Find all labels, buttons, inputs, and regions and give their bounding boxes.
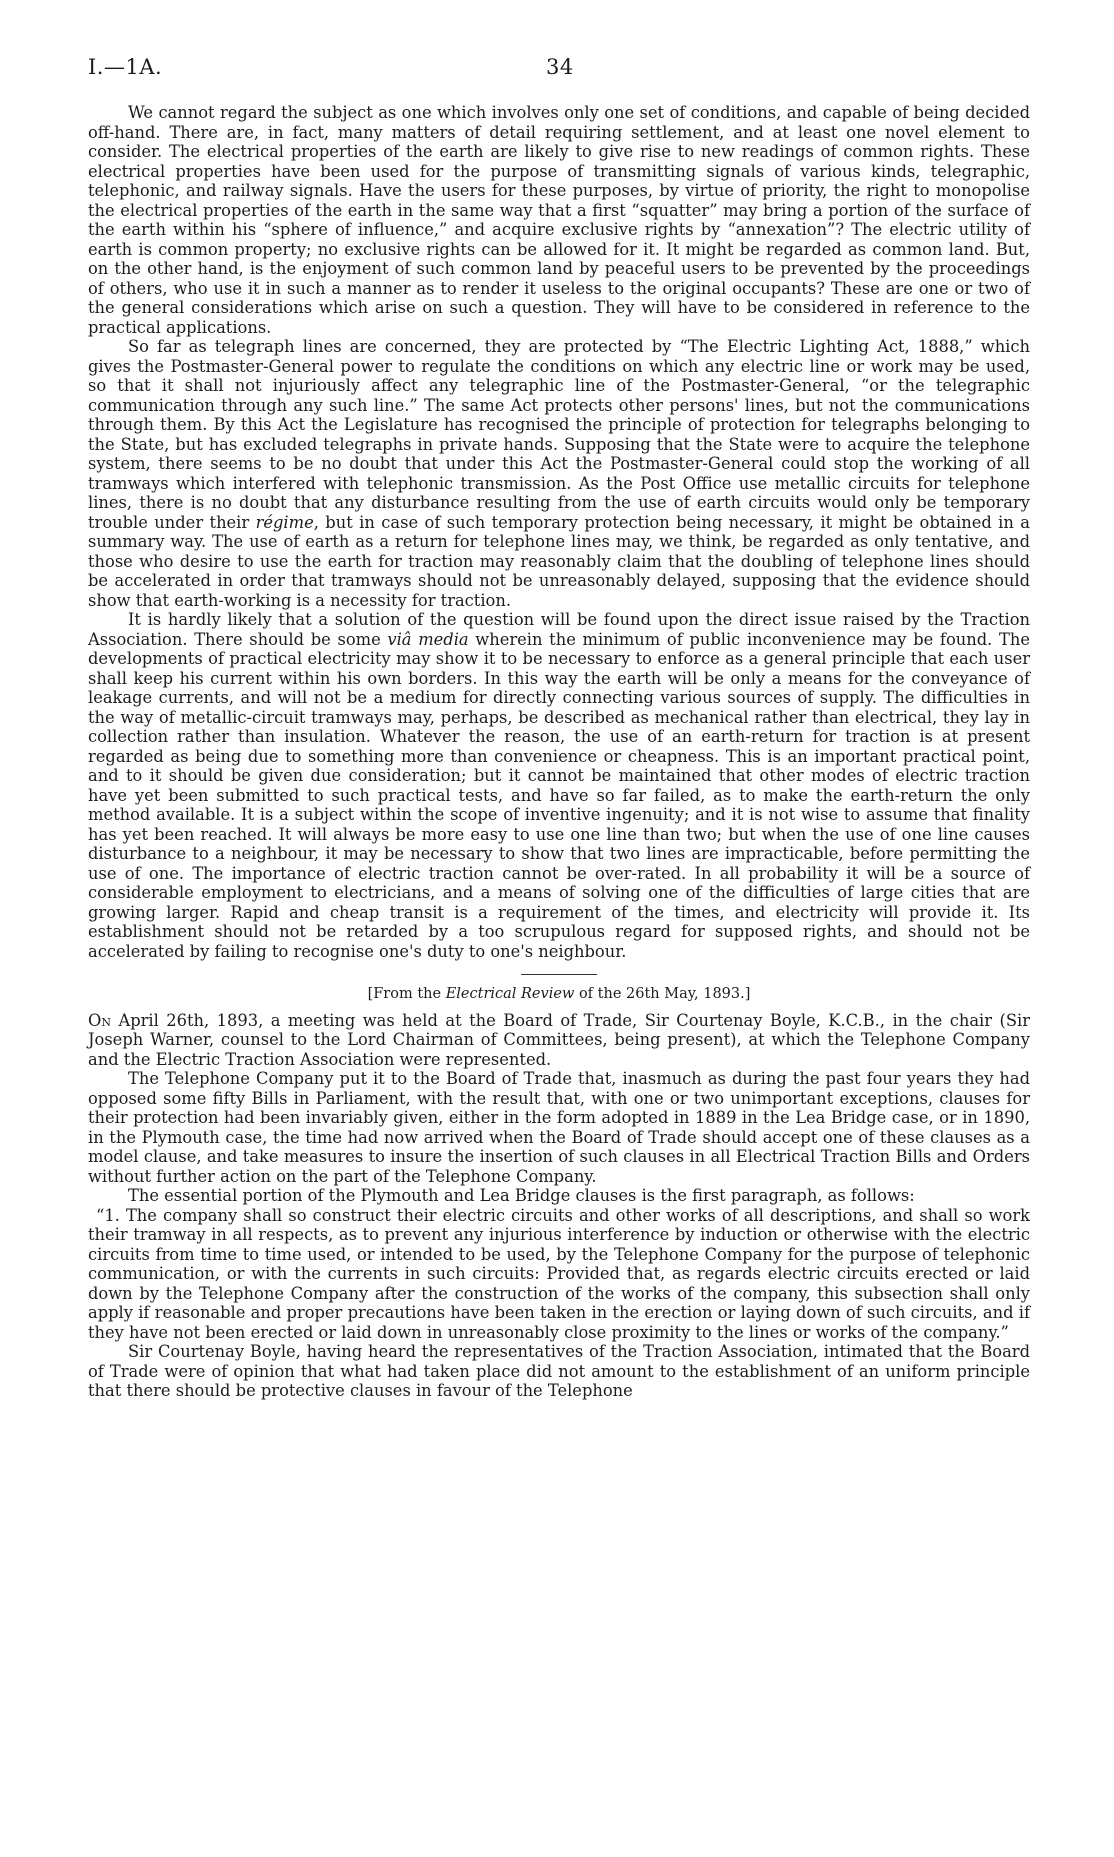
paragraph-meeting: On April 26th, 1893, a meeting was held at the Board of Trade, Sir Courtenay Boyle, K.C.B., in the chair (Sir Joseph Warner, counsel to the Lord Chairman of Committees, being present), at which the Telephone Company and the Electric Traction Association were represented. <box>88 1010 1030 1069</box>
body-text <box>88 103 1030 1401</box>
paragraph-essential-portion: The essential portion of the Plymouth and Lea Bridge clauses is the first paragraph, as follows: <box>128 1186 915 1205</box>
source-publication: Electrical Review <box>445 986 575 1002</box>
source-citation: [From the Electrical Review of the 26th May, 1893.] <box>367 986 751 1002</box>
paragraph-traction-association: It is hardly likely that a solution of the question will be found upon the direct issue raised by the Traction Association. There should be some viâ media wherein the minimum of public inconvenience may be found. The developments of practical electricity may show it to be necessary to enforce as a general principle that each user shall keep his current within his own borders. In this way the earth will be only a means for the conveyance of leakage currents, and will not be a medium for directly connecting various sources of supply. The difficulties in the way of metallic-circuit tramways may, perhaps, be described as mechanical rather than electrical, they lay in collection rather than insulation. Whatever the reason, the use of an earth-return for traction is at present regarded as being due to something more than convenience or cheapness. This is an important practical point, and to it should be given due consideration; but it cannot be maintained that other modes of electric traction have yet been submitted to such practical tests, and have so far failed, as to make the earth-return the only method available. It is a subject within the scope of inventive ingenuity; and it is not wise to assume that finality has yet been reached. It will always be more easy to use one line than two; but when the use of one line causes disturbance to a neighbour, it may be necessary to show that two lines are impracticable, before permitting the use of one. The importance of electric traction cannot be over-rated. In all probability it will be a source of considerable employment to electricians, and a means of solving one of the difficulties of large cities that are growing larger. Rapid and cheap transit is a requirement of the times, and electricity will provide it. Its establishment should not be retarded by a too scrupulous regard for supposed rights, and should not be accelerated by failing to recognise one's duty to one's neighbour. <box>88 610 1030 961</box>
document-page <box>88 55 1030 1401</box>
emphasis-regime: régime <box>255 512 314 532</box>
paragraph-common-rights: We cannot regard the subject as one which involves only one set of conditions, and capable of being decided off-hand. There are, in fact, many matters of detail requiring settlement, and at least one novel element to consider. The electrical properties of the earth are likely to give rise to new readings of common rights. These electrical properties have been used for the purpose of transmitting signals of various kinds, telegraphic, telephonic, and railway signals. Have the users for these purposes, by virtue of priority, the right to monopolise the electrical properties of the earth in the same way that a first “squatter” may bring a portion of the surface of the earth within his “sphere of influence,” and acquire exclusive rights by “annexation”? The electric utility of earth is common property; no exclusive rights can be allowed for it. It might be regarded as common land. But, on the other hand, is the enjoyment of such common land by peaceful users to be prevented by the proceedings of others, who use it in such a manner as to render it useless to the original occupants? These are one or two of the general considerations which arise on such a question. They will have to be considered in reference to the practical applications. <box>88 103 1030 337</box>
paragraph-courtenay-boyle: Sir Courtenay Boyle, having heard the representatives of the Traction Association, intimated that the Board of Trade were of opinion that what had taken place did not amount to the establishment of an uniform principle that there should be protective clauses in favour of the Telephone <box>88 1342 1030 1400</box>
paragraph-telegraph-lines: So far as telegraph lines are concerned, they are protected by “The Electric Lighting Act, 1888,” which gives the Postmaster-General power to regulate the conditions on which any electric line or work may be used, so that it shall not injuriously affect any telegraphic line of the Postmaster-General, “or the telegraphic communication through any such line.” The same Act protects other persons' lines, but not the communications through them. By this Act the Legislature has recognised the principle of protection for telegraphs belonging to the State, but has excluded telegraphs in private hands. Supposing that the State were to acquire the telephone system, there seems to be no doubt that under this Act the Postmaster-General could stop the working of all tramways which interfered with telephonic transmission. As the Post Office use metallic circuits for telephone lines, there is no doubt that any disturbance resulting from the use of earth circuits would only be temporary trouble under their régime, but in case of such temporary protection being necessary, it might be obtained in a summary way. The use of earth as a return for telephone lines may, we think, be regarded as only tentative, and those who desire to use the earth for traction may reasonably claim that the doubling of telephone lines should be accelerated in order that tramways should not be unreasonably delayed, supposing that the evidence should show that earth-working is a necessity for traction. <box>88 337 1030 610</box>
section-divider <box>521 974 597 975</box>
emphasis-via-media: viâ media <box>387 629 469 649</box>
quoted-clause: “1. The company shall so construct their electric circuits and other works of all descriptions, and shall so work their tramway in all respects, as to prevent any injurious interference by induction or otherwise with the electric circuits from time to time used, or intended to be used, by the Telephone Company for the purpose of telephonic communication, or with the currents in such circuits: Provided that, as regards electric circuits erected or laid down by the Telephone Company after the construction of the works of the company, this subsection shall only apply if reasonable and proper precautions have been taken in the erection or laying down of such circuits, and if they have not been erected or laid down in unreasonably close proximity to the lines or works of the company.” <box>88 1205 1030 1342</box>
lead-word: On <box>88 1010 111 1030</box>
paragraph-telephone-company: The Telephone Company put it to the Board of Trade that, inasmuch as during the past four years they had opposed some fifty Bills in Parliament, with the result that, with one or two unimportant exceptions, clauses for their protection had been invariably given, either in the form adopted in 1889 in the Lea Bridge case, or in 1890, in the Plymouth case, the time had now arrived when the Board of Trade should accept one of these clauses as a model clause, and take measures to insure the insertion of such clauses in all Electrical Traction Bills and Orders without further action on the part of the Telephone Company. <box>88 1069 1030 1186</box>
page-number: 34 <box>546 55 574 79</box>
page-header <box>88 55 1030 89</box>
document-reference: I.—1A. <box>88 55 163 79</box>
